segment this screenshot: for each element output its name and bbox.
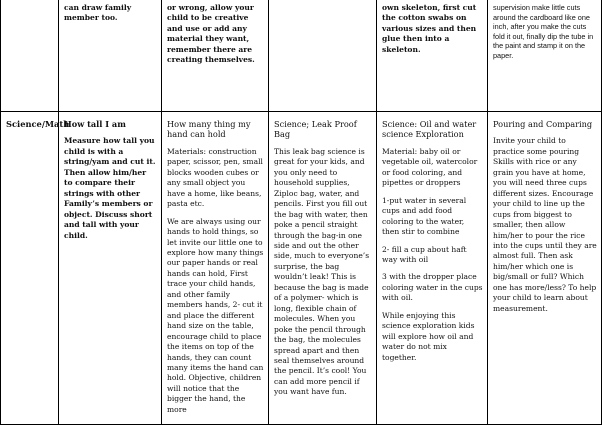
activity-body: We are always using our hands to hold things, so let invite our little one to explore how many things our paper hands or real hands can hold, First trace your child hands, and other family members hands, 2- cut it and place the different hand size on the table, encourage child to place the items on top of the hands, they can count many items the hand can hold. Objective, children will notice that the bigger the hand, the more [167,216,264,414]
activity-body: Invite your child to practice some pouring Skills with rice or any grain you have at home, you will need three cups different sizes. Encourage your child to line up the cups from biggest to smaller, then allow him/her to pour the rice into the cups until they are almost full. Then ask him/her which one is big/small or full? Which one has more/less? To help your child to learn about measurement. [493,136,597,313]
activity-materials: Material: baby oil or vegetable oil, watercolor or food coloring, and pipettes or droppers [382,146,478,188]
activity-body: This leak bag science is great for your kids, and you only need to household supplies, Ziploc bag, water, and pencils. First you fill out the bag with water, then poke a pencil straight through the bag-in one side and out the other side, much to everyone’s surprise, the bag wouldn’t leak! This is because the bag is made of a polymer- which is long, flexible chain of molecules. When you poke the pencil through the bag, the molecules spread apart and then seal themselves around the pencil. It’s cool! You can add more pencil if you want have fun. [274,146,370,397]
activity-title: How tall I am [64,119,126,129]
subject-cell [1,112,70,425]
top-cell-3 [162,0,269,112]
subject-label: Science/Math [6,119,70,129]
top-cell-5-text: own skeleton, first cut the cotton swabs on various sizes and then glue then into a skeleton. [382,3,477,54]
top-cell-3-text: or wrong, allow your child to be creative and use or add any material they want, remember there are creating themselves. [167,3,255,65]
activity-bag-cell [269,112,377,425]
activity-title: Pouring and Comparing [493,119,593,129]
top-cell-6 [488,0,602,112]
activity-step-1: 1-put water in several cups and add food coloring to the water, then stir to combine [382,195,467,237]
top-cell-5 [377,0,488,112]
table-row-science-math [1,112,602,425]
activity-materials: Materials: construction paper, scissor, pen, small blocks wooden cubes or any small object you have a home, like beans, pasta etc. [167,146,263,209]
activity-how-tall-cell [59,112,162,425]
top-cell-2 [59,0,162,112]
activity-hand-cell [162,112,269,425]
top-cell-4 [269,0,377,112]
activity-closing: While enjoying this science exploration kids will explore how oil and water do not mix together. [382,310,475,362]
activity-body: Measure how tall you child is with a string/yam and cut it. Then allow him/her to compare their strings with other Family’s members or object. Discuss short and tall with your child. [64,136,156,240]
activity-step-3: 3 with the dropper place coloring water in the cups with oil. [382,272,483,303]
activity-oil-water-cell [377,112,488,425]
activity-pouring-cell [488,112,602,425]
activity-step-2: 2- fill a cup about haft way with oil [382,244,467,264]
activity-title: How many thing my hand can hold [167,119,251,140]
activity-title: Science; Leak Proof Bag [274,119,357,140]
top-cell-subject [1,0,59,112]
top-cell-6-text: supervision make little cuts around the cardboard like one inch, after you make the cuts fold it out, finally dip the tube in the paint and stamp it on the paper. [493,3,594,60]
top-cell-2-text: can draw family member too. [64,3,132,23]
table-row-top [1,0,602,112]
activity-title: Science: Oil and water science Exploration [382,119,477,140]
